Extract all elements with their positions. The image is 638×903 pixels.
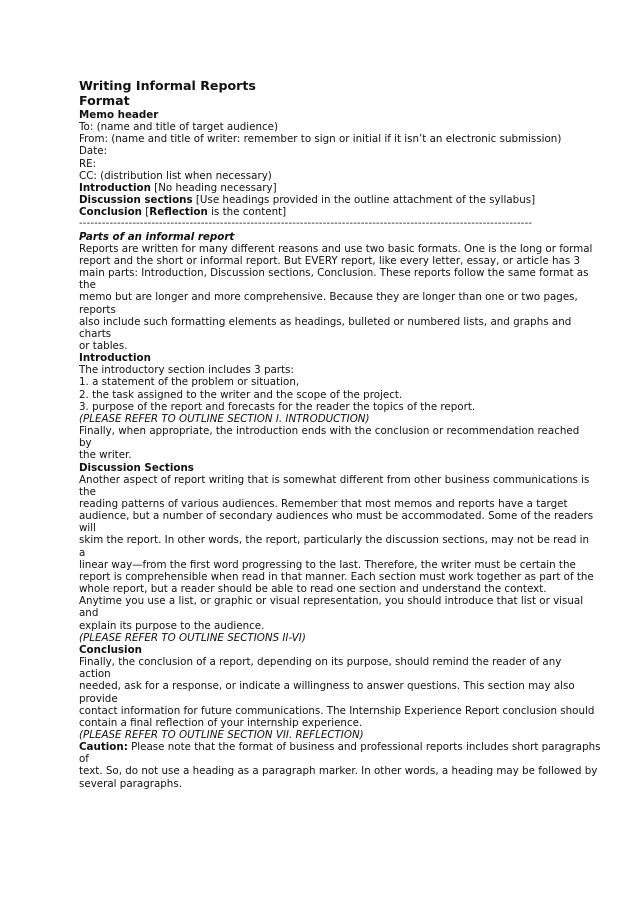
caution-label: Caution: bbox=[79, 741, 128, 754]
text-line: of bbox=[79, 753, 89, 766]
text-line: memo but are longer and more comprehensive. Because they are longer than one or two pages, bbox=[79, 291, 578, 304]
text-line: the bbox=[79, 279, 96, 292]
text-line: skim the report. In other words, the report, particularly the discussion sections, may not be read in bbox=[79, 534, 590, 547]
text-line: linear way—from the first word progressing to the last. Therefore, the writer must be certain the bbox=[79, 558, 576, 571]
conclusion-note-end: is the content] bbox=[207, 206, 287, 219]
text-line: report and the short or informal report. But EVERY report, like every letter, essay, or article has 3 bbox=[79, 254, 581, 267]
text-line: report is comprehensible when read in that manner. Each section must work together as part of the bbox=[79, 570, 594, 583]
text-line: charts bbox=[79, 327, 112, 340]
introduction-heading: Introduction bbox=[79, 352, 151, 365]
text-line: provide bbox=[79, 692, 118, 705]
text-line: contact information for future communications. The Internship Experience Report conclusion should bbox=[79, 704, 595, 717]
document-body bbox=[79, 109, 601, 790]
text-line: by bbox=[79, 437, 92, 450]
parts-heading: Parts of an informal report bbox=[79, 230, 235, 243]
format-heading: Format bbox=[79, 93, 130, 108]
text-line: whole report, but a reader should be able to read one section and understand the context. bbox=[79, 583, 547, 596]
text-line: 3. purpose of the report and forecasts for the reader the topics of the report. bbox=[79, 400, 476, 413]
memo-date-line: Date: bbox=[79, 145, 108, 158]
text-line: reading patterns of various audiences. Remember that most memos and reports have a target bbox=[79, 498, 568, 510]
memo-cc-line: CC: (distribution list when necessary) bbox=[79, 169, 272, 182]
text-line: needed, ask for a response, or indicate a willingness to answer questions. This section may also bbox=[79, 680, 575, 693]
caution-text: Please note that the format of business and professional reports includes short paragraphs bbox=[127, 741, 601, 754]
text-line: 2. the task assigned to the writer and the scope of the project. bbox=[79, 388, 403, 401]
conclusion-label: Conclusion bbox=[79, 206, 142, 219]
reflection-label: Reflection bbox=[149, 206, 208, 219]
memo-introduction-line bbox=[79, 182, 563, 194]
intro-note: [No heading necessary] bbox=[150, 181, 277, 194]
document-page bbox=[79, 78, 601, 790]
discussion-note: [Use headings provided in the outline attachment of the syllabus] bbox=[192, 194, 536, 207]
text-line: action bbox=[79, 668, 111, 681]
section-divider: ----------------------------------------------------------------------------------------------------------------------- bbox=[79, 218, 533, 230]
discussion-label: Discussion sections bbox=[79, 194, 193, 207]
text-line: and bbox=[79, 607, 99, 620]
text-line: reports bbox=[79, 303, 116, 316]
text-line: the writer. bbox=[79, 449, 132, 462]
memo-re-line: RE: bbox=[79, 157, 97, 170]
text-line: or tables. bbox=[79, 339, 128, 352]
conclusion-bracket-open: [ bbox=[142, 206, 150, 219]
text-line: Finally, the conclusion of a report, depending on its purpose, should remind the reader of any bbox=[79, 656, 562, 669]
text-line: Another aspect of report writing that is somewhat different from other business communications is bbox=[79, 473, 590, 486]
discussion-heading: Discussion Sections bbox=[79, 461, 194, 474]
text-line: Finally, when appropriate, the introduction ends with the conclusion or recommendation reached bbox=[79, 425, 580, 438]
text-line: explain its purpose to the audience. bbox=[79, 619, 265, 632]
text-line: several paragraphs. bbox=[79, 777, 182, 790]
memo-from-line: From: (name and title of writer: remember to sign or initial if it isn’t an electronic submission) bbox=[79, 133, 562, 146]
conclusion-heading: Conclusion bbox=[79, 643, 142, 656]
text-line: the bbox=[79, 485, 96, 498]
text-line: a bbox=[79, 546, 86, 559]
memo-conclusion-line bbox=[79, 206, 563, 218]
document-title: Writing Informal Reports bbox=[79, 78, 256, 93]
text-line: The introductory section includes 3 parts: bbox=[79, 364, 294, 377]
intro-refer-note: (PLEASE REFER TO OUTLINE SECTION I. INTRODUCTION) bbox=[79, 412, 370, 425]
text-line: main parts: Introduction, Discussion sections, Conclusion. These reports follow the same format as bbox=[79, 267, 589, 280]
text-line: audience, but a number of secondary audiences who must be accommodated. Some of the readers bbox=[79, 510, 594, 523]
memo-header-heading: Memo header bbox=[79, 109, 159, 121]
text-line: Anytime you use a list, or graphic or visual representation, you should introduce that list or visual bbox=[79, 595, 584, 608]
intro-label: Introduction bbox=[79, 181, 151, 194]
text-line: will bbox=[79, 522, 97, 535]
conclusion-refer-note: (PLEASE REFER TO OUTLINE SECTION VII. REFLECTION) bbox=[79, 728, 364, 741]
memo-to-line: To: (name and title of target audience) bbox=[79, 121, 279, 134]
discussion-refer-note: (PLEASE REFER TO OUTLINE SECTIONS II-VI) bbox=[79, 631, 306, 644]
text-line: contain a final reflection of your internship experience. bbox=[79, 716, 363, 729]
text-line: 1. a statement of the problem or situation, bbox=[79, 376, 300, 389]
text-line: text. So, do not use a heading as a paragraph marker. In other words, a heading may be followed by bbox=[79, 765, 598, 778]
text-line: also include such formatting elements as headings, bulleted or numbered lists, and graphs and bbox=[79, 315, 572, 328]
text-line: Reports are written for many different reasons and use two basic formats. One is the long or formal bbox=[79, 242, 593, 255]
caution-line bbox=[79, 741, 601, 754]
memo-discussion-line bbox=[79, 194, 563, 206]
